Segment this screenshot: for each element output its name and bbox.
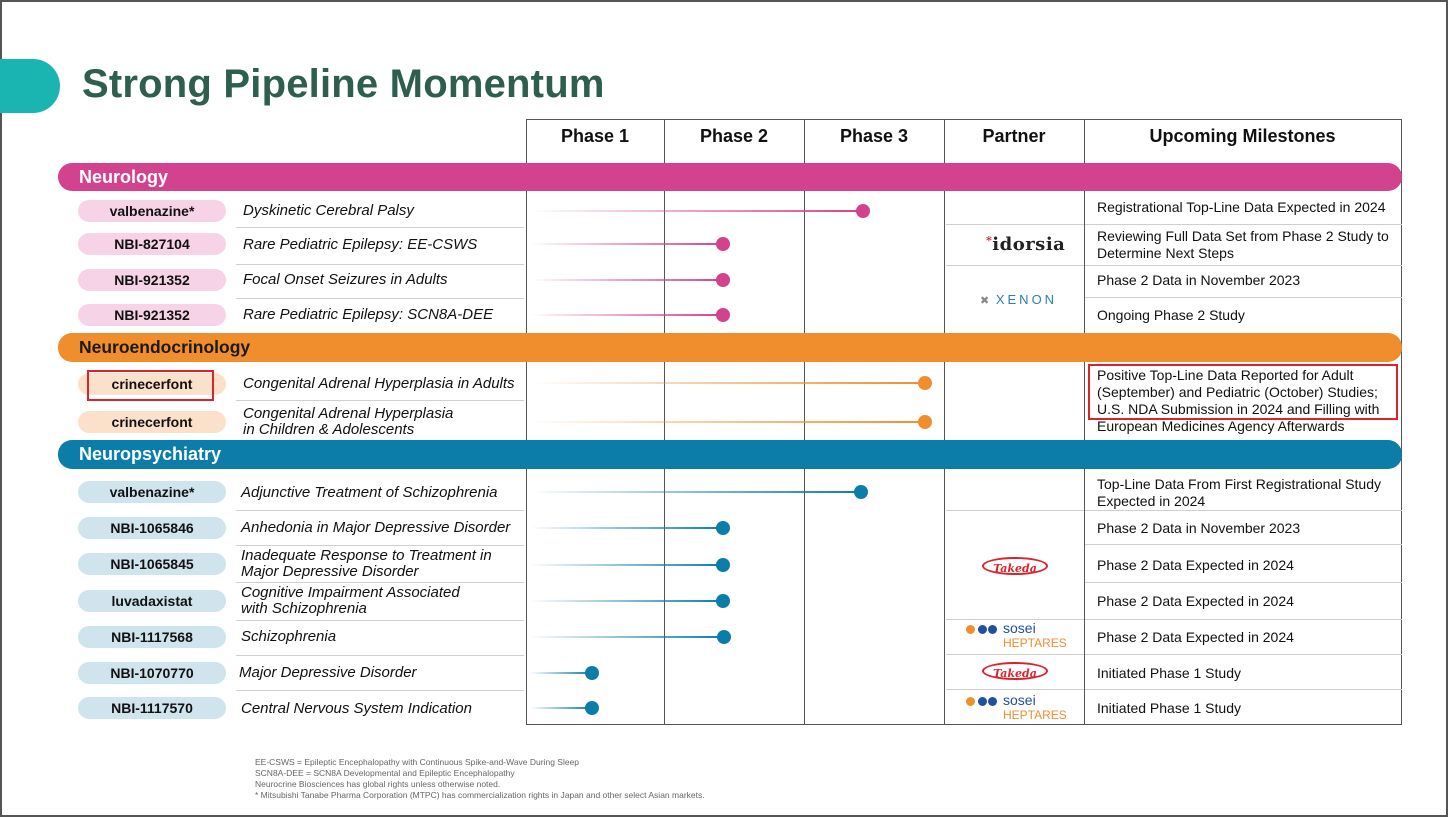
milestone-divider — [1085, 582, 1402, 583]
progress-dot — [716, 237, 730, 251]
milestone-text: Phase 2 Data Expected in 2024 — [1097, 557, 1294, 573]
drug-pill: NBI-1065845 — [78, 553, 226, 575]
milestone-line: European Medicines Agency Afterwards — [1097, 418, 1345, 434]
drug-pill: NBI-827104 — [78, 233, 226, 255]
progress-dot — [856, 204, 870, 218]
milestone-divider — [1085, 544, 1402, 545]
milestone-text: Top-Line Data From First Registrational Study Expected in 2024 — [1097, 476, 1381, 509]
row-divider — [236, 655, 524, 656]
progress-bar-phase-2 — [530, 564, 723, 566]
column-header-phase-2: Phase 2 — [699, 126, 769, 146]
progress-dot — [585, 666, 599, 680]
progress-dot — [717, 630, 731, 644]
progress-dot — [585, 701, 599, 715]
drug-pill: NBI-1117570 — [78, 697, 226, 719]
indication-label: Rare Pediatric Epilepsy: SCN8A-DEE — [243, 306, 494, 323]
drug-pill: valbenazine* — [78, 481, 226, 503]
indication-line: in Children & Adolescents — [243, 421, 415, 438]
progress-dot — [716, 308, 730, 322]
idorsia-logo: *idorsia — [986, 234, 1066, 255]
partner-divider — [946, 224, 1084, 225]
indication-label: Central Nervous System Indication — [241, 700, 472, 717]
column-header-milestones: Upcoming Milestones — [1149, 126, 1336, 146]
milestone-divider — [1085, 654, 1402, 655]
progress-bar-phase-3 — [530, 210, 863, 212]
progress-bar-phase-3 — [530, 491, 861, 493]
drug-pill: NBI-1070770 — [78, 662, 226, 684]
milestone-text: Ongoing Phase 2 Study — [1097, 307, 1245, 323]
indication-line: Cognitive Impairment Associated — [241, 584, 460, 601]
drug-pill: NBI-1065846 — [78, 517, 226, 539]
milestone-divider — [1085, 510, 1402, 511]
footnote: SCN8A-DEE = SCN8A Developmental and Epileptic Encephalopathy — [255, 768, 515, 778]
column-divider — [526, 119, 527, 725]
milestone-line: Positive Top-Line Data Reported for Adult — [1097, 367, 1354, 383]
progress-bar-phase-3 — [530, 382, 925, 384]
row-divider — [236, 298, 524, 299]
sosei-heptares-logo: sosei HEPTARES — [966, 695, 1076, 723]
progress-bar-phase-1 — [530, 707, 592, 709]
table-top-border — [526, 119, 1402, 120]
indication-label: Anhedonia in Major Depressive Disorder — [241, 519, 511, 536]
row-divider — [236, 400, 524, 401]
progress-dot — [716, 594, 730, 608]
progress-dot — [716, 558, 730, 572]
milestone-divider — [1085, 265, 1402, 266]
progress-bar-phase-2 — [530, 600, 723, 602]
milestone-text: Reviewing Full Data Set from Phase 2 Study to Determine Next Steps — [1097, 228, 1389, 261]
progress-bar-phase-2 — [530, 279, 723, 281]
row-divider — [236, 690, 524, 691]
milestone-text: Phase 2 Data in November 2023 — [1097, 272, 1301, 288]
column-divider — [1084, 119, 1085, 725]
drug-pill: luvadaxistat — [78, 590, 226, 612]
table-bottom-border — [526, 724, 1402, 725]
milestone-divider — [1085, 619, 1402, 620]
drug-pill: NBI-1117568 — [78, 626, 226, 648]
partner-divider — [946, 689, 1084, 690]
indication-label: Schizophrenia — [241, 628, 337, 645]
milestone-text: Phase 2 Data in November 2023 — [1097, 520, 1301, 536]
takeda-logo: Takeda — [982, 662, 1048, 680]
drug-pill: crinecerfont — [78, 373, 226, 395]
partner-divider — [946, 265, 1084, 266]
highlight-box — [87, 370, 214, 401]
milestone-divider — [1085, 224, 1402, 225]
milestone-line: U.S. NDA Submission in 2024 and Filling with — [1097, 401, 1380, 417]
milestone-line: (September) and Pediatric (October) Studies; — [1097, 384, 1378, 400]
row-divider — [236, 620, 524, 621]
progress-bar-phase-2 — [530, 314, 723, 316]
progress-bar-phase-2 — [530, 527, 723, 529]
partner-divider — [946, 654, 1084, 655]
footnote: * Mitsubishi Tanabe Pharma Corporation (MTPC) has commercialization rights in Japan and other select Asian markets. — [255, 790, 705, 800]
indication-label: Adjunctive Treatment of Schizophrenia — [241, 484, 498, 501]
progress-bar-phase-2 — [530, 243, 723, 245]
indication-label: Rare Pediatric Epilepsy: EE-CSWS — [243, 236, 478, 253]
footnotes — [255, 757, 705, 801]
indication-label — [243, 406, 453, 438]
milestone-divider — [1085, 689, 1402, 690]
column-header-phase-1: Phase 1 — [560, 126, 630, 146]
drug-pill: valbenazine* — [78, 200, 226, 222]
column-divider — [944, 119, 945, 725]
sosei-heptares-logo: sosei HEPTARES — [966, 623, 1076, 651]
progress-dot — [854, 485, 868, 499]
row-divider — [236, 510, 524, 511]
drug-pill: crinecerfont — [78, 411, 226, 433]
milestone-text: Initiated Phase 1 Study — [1097, 665, 1241, 681]
drug-pill: NBI-921352 — [78, 304, 226, 326]
row-divider — [236, 227, 524, 228]
section-band-neuroendocrinology: Neuroendocrinology — [58, 333, 1402, 362]
milestone-divider — [1085, 297, 1402, 298]
progress-dot — [716, 521, 730, 535]
highlight-box — [1088, 364, 1398, 420]
row-divider — [236, 582, 524, 583]
section-band-neuropsychiatry: Neuropsychiatry — [58, 440, 1402, 469]
milestone-text: Initiated Phase 1 Study — [1097, 700, 1241, 716]
column-header-partner: Partner — [982, 126, 1046, 146]
indication-line: with Schizophrenia — [241, 600, 367, 617]
progress-bar-phase-3 — [530, 421, 925, 423]
indication-label — [241, 585, 460, 617]
indication-line: Major Depressive Disorder — [241, 563, 419, 580]
progress-bar-phase-1 — [530, 672, 592, 674]
drug-pill: NBI-921352 — [78, 269, 226, 291]
milestone-text: Phase 2 Data Expected in 2024 — [1097, 629, 1294, 645]
footnote: EE-CSWS = Epileptic Encephalopathy with Continuous Spike-and-Wave During Sleep — [255, 757, 580, 767]
milestone-text: Registrational Top-Line Data Expected in 2024 — [1097, 199, 1386, 215]
milestone-text: Phase 2 Data Expected in 2024 — [1097, 593, 1294, 609]
indication-label: Congenital Adrenal Hyperplasia in Adults — [243, 375, 515, 392]
progress-dot — [716, 273, 730, 287]
column-header-phase-3: Phase 3 — [839, 126, 909, 146]
accent-tab — [0, 59, 60, 113]
section-band-neurology: Neurology — [58, 163, 1402, 191]
indication-label: Major Depressive Disorder — [239, 664, 417, 681]
footnote: Neurocrine Biosciences has global rights unless otherwise noted. — [255, 779, 501, 789]
progress-dot — [918, 376, 932, 390]
partner-divider — [946, 510, 1084, 511]
indication-label — [241, 548, 492, 580]
page-title: Strong Pipeline Momentum — [82, 62, 605, 106]
indication-label: Dyskinetic Cerebral Palsy — [243, 202, 414, 219]
row-divider — [236, 545, 524, 546]
takeda-logo: Takeda — [982, 557, 1048, 575]
column-divider — [1401, 119, 1402, 725]
progress-bar-phase-2 — [530, 636, 723, 638]
xenon-logo: ✖ XENON — [980, 292, 1058, 307]
indication-line: Inadequate Response to Treatment in — [241, 547, 492, 564]
row-divider — [236, 264, 524, 265]
progress-dot — [918, 415, 932, 429]
indication-label: Focal Onset Seizures in Adults — [243, 271, 448, 288]
indication-line: Congenital Adrenal Hyperplasia — [243, 405, 454, 422]
